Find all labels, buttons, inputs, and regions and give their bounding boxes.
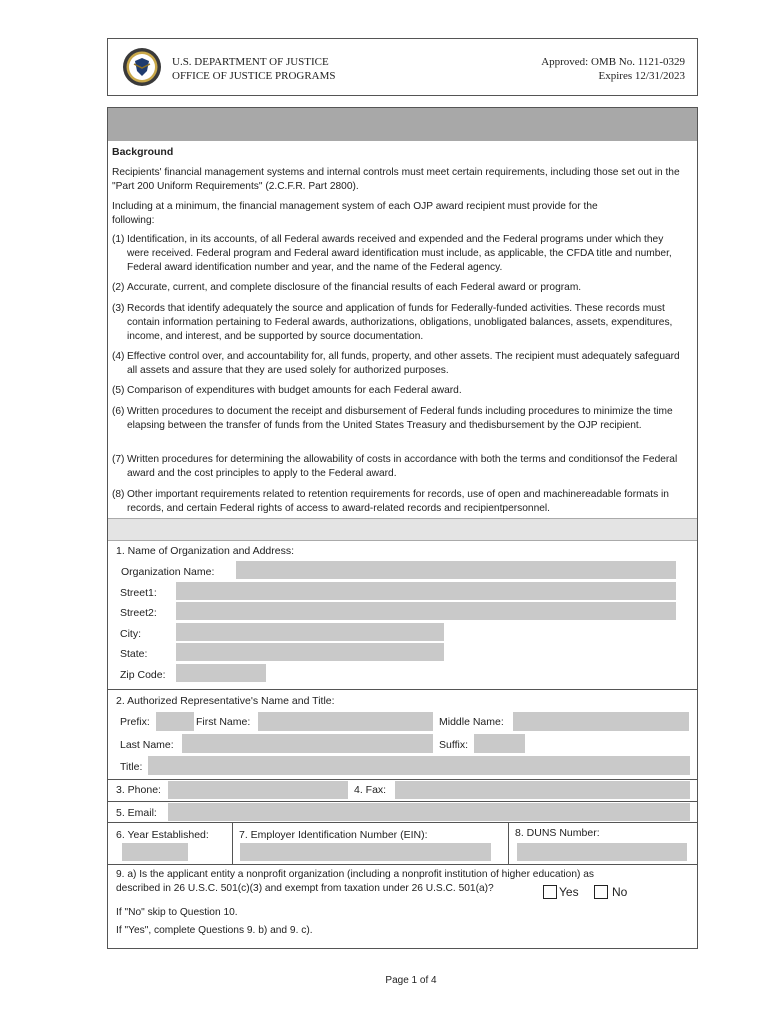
fax-label: 4. Fax: bbox=[354, 784, 387, 796]
city-input[interactable] bbox=[176, 623, 444, 641]
first-name-input[interactable] bbox=[258, 712, 433, 731]
divider bbox=[232, 822, 233, 864]
city-label: City: bbox=[120, 628, 141, 640]
yes-checkbox[interactable] bbox=[543, 885, 557, 899]
middle-name-label: Middle Name: bbox=[439, 716, 504, 728]
list-item: (1) Identification, in its accounts, of all Federal awards received and expended and the Federal programs under which they were received. Federal program and Federal award identification must include, as applicable, the CFDA title and number, Federal award identification number and year, and the name of the Federal agency. bbox=[112, 234, 672, 273]
prefix-label: Prefix: bbox=[120, 716, 150, 728]
doj-seal-icon bbox=[122, 47, 162, 87]
phone-label: 3. Phone: bbox=[116, 784, 161, 796]
middle-name-input[interactable] bbox=[513, 712, 689, 731]
dept-name: U.S. DEPARTMENT OF JUSTICE bbox=[172, 56, 329, 68]
divider bbox=[508, 822, 509, 864]
first-name-label: First Name: bbox=[196, 716, 251, 728]
ein-input[interactable] bbox=[240, 843, 491, 861]
list-item: (7) Written procedures for determining the allowability of costs in accordance with both the terms and conditionsof the Federal award and the cost principles to apply to the Federal award. bbox=[112, 454, 678, 479]
office-name: OFFICE OF JUSTICE PROGRAMS bbox=[172, 70, 336, 82]
section-1-title: 1. Name of Organization and Address: bbox=[116, 545, 295, 557]
list-item: (8) Other important requirements related to retention requirements for records, use of open and machinereadable formats in records, and certain Federal rights of access to award-related records and recipientpersonnel. bbox=[112, 489, 669, 514]
form-header bbox=[107, 38, 698, 96]
divider bbox=[108, 801, 697, 802]
skip-note: If "No" skip to Question 10. bbox=[116, 907, 238, 918]
org-name-input[interactable] bbox=[236, 561, 676, 579]
background-para-2: Including at a minimum, the financial management system of each OJP award recipient must provide for the following: bbox=[112, 201, 598, 226]
title-label: Title: bbox=[120, 761, 143, 773]
list-item: (3) Records that identify adequately the source and application of funds for Federally-funded activities. These records must contain information pertaining to Federal awards, authorizations, obligations, unobligated balances, assets, expenditures, income, and interest, and be supported by source documentation. bbox=[112, 303, 673, 342]
last-name-input[interactable] bbox=[182, 734, 433, 753]
list-item: (2) Accurate, current, and complete disclosure of the financial results of each Federal award or program. bbox=[112, 282, 582, 293]
email-label: 5. Email: bbox=[116, 807, 157, 819]
street2-label: Street2: bbox=[120, 607, 157, 619]
page-number: Page 1 of 4 bbox=[385, 975, 437, 986]
suffix-label: Suffix: bbox=[439, 739, 468, 751]
zip-label: Zip Code: bbox=[120, 669, 166, 681]
list-item: (5) Comparison of expenditures with budget amounts for each Federal award. bbox=[112, 385, 462, 396]
section-2-title: 2. Authorized Representative's Name and Title: bbox=[116, 695, 335, 707]
year-established-input[interactable] bbox=[122, 843, 188, 861]
suffix-input[interactable] bbox=[474, 734, 525, 753]
no-checkbox[interactable] bbox=[594, 885, 608, 899]
no-label: No bbox=[612, 885, 628, 899]
divider bbox=[108, 864, 697, 865]
org-name-label: Organization Name: bbox=[121, 566, 215, 578]
title-bar bbox=[108, 108, 697, 141]
question-9a-line1: 9. a) Is the applicant entity a nonprofit organization (including a nonprofit institution of higher education) as bbox=[116, 869, 594, 880]
street1-input[interactable] bbox=[176, 582, 676, 600]
fax-input[interactable] bbox=[395, 781, 690, 799]
year-established-label: 6. Year Established: bbox=[116, 829, 209, 841]
zip-input[interactable] bbox=[176, 664, 266, 682]
title-input[interactable] bbox=[148, 756, 690, 775]
street2-input[interactable] bbox=[176, 602, 676, 620]
prefix-input[interactable] bbox=[156, 712, 194, 731]
state-label: State: bbox=[120, 648, 148, 660]
list-item: (4) Effective control over, and accountability for, all funds, property, and other assets. The recipient must adequately safeguard all assets and assure that they are used solely for authorized purposes. bbox=[112, 351, 680, 376]
divider bbox=[108, 689, 697, 690]
street1-label: Street1: bbox=[120, 587, 157, 599]
continue-note: If "Yes", complete Questions 9. b) and 9. c). bbox=[116, 925, 313, 936]
email-input[interactable] bbox=[168, 803, 690, 821]
last-name-label: Last Name: bbox=[120, 739, 174, 751]
phone-input[interactable] bbox=[168, 781, 348, 799]
list-item: (6) Written procedures to document the receipt and disbursement of Federal funds including procedures to minimize the time elapsing between the transfer of funds from the United States Treasury and thedisbursement by the OJP recipient. bbox=[112, 406, 673, 431]
section-divider bbox=[108, 518, 697, 541]
question-9a-line2: described in 26 U.S.C. 501(c)(3) and exempt from taxation under 26 U.S.C. 501(a)? bbox=[116, 883, 494, 894]
omb-approval: Approved: OMB No. 1121-0329 bbox=[541, 56, 685, 68]
yes-label: Yes bbox=[559, 885, 579, 899]
background-heading: Background bbox=[112, 146, 174, 158]
divider bbox=[108, 822, 697, 823]
ein-label: 7. Employer Identification Number (EIN): bbox=[239, 829, 428, 841]
duns-label: 8. DUNS Number: bbox=[515, 827, 600, 839]
expiration-date: Expires 12/31/2023 bbox=[598, 70, 685, 82]
state-select[interactable] bbox=[176, 643, 444, 661]
background-para-1: Recipients' financial management systems and internal controls must meet certain requirements, including those set out in the "Part 200 Uniform Requirements" (2.C.F.R. Part 2800). bbox=[112, 167, 680, 192]
duns-input[interactable] bbox=[517, 843, 687, 861]
divider bbox=[108, 779, 697, 780]
